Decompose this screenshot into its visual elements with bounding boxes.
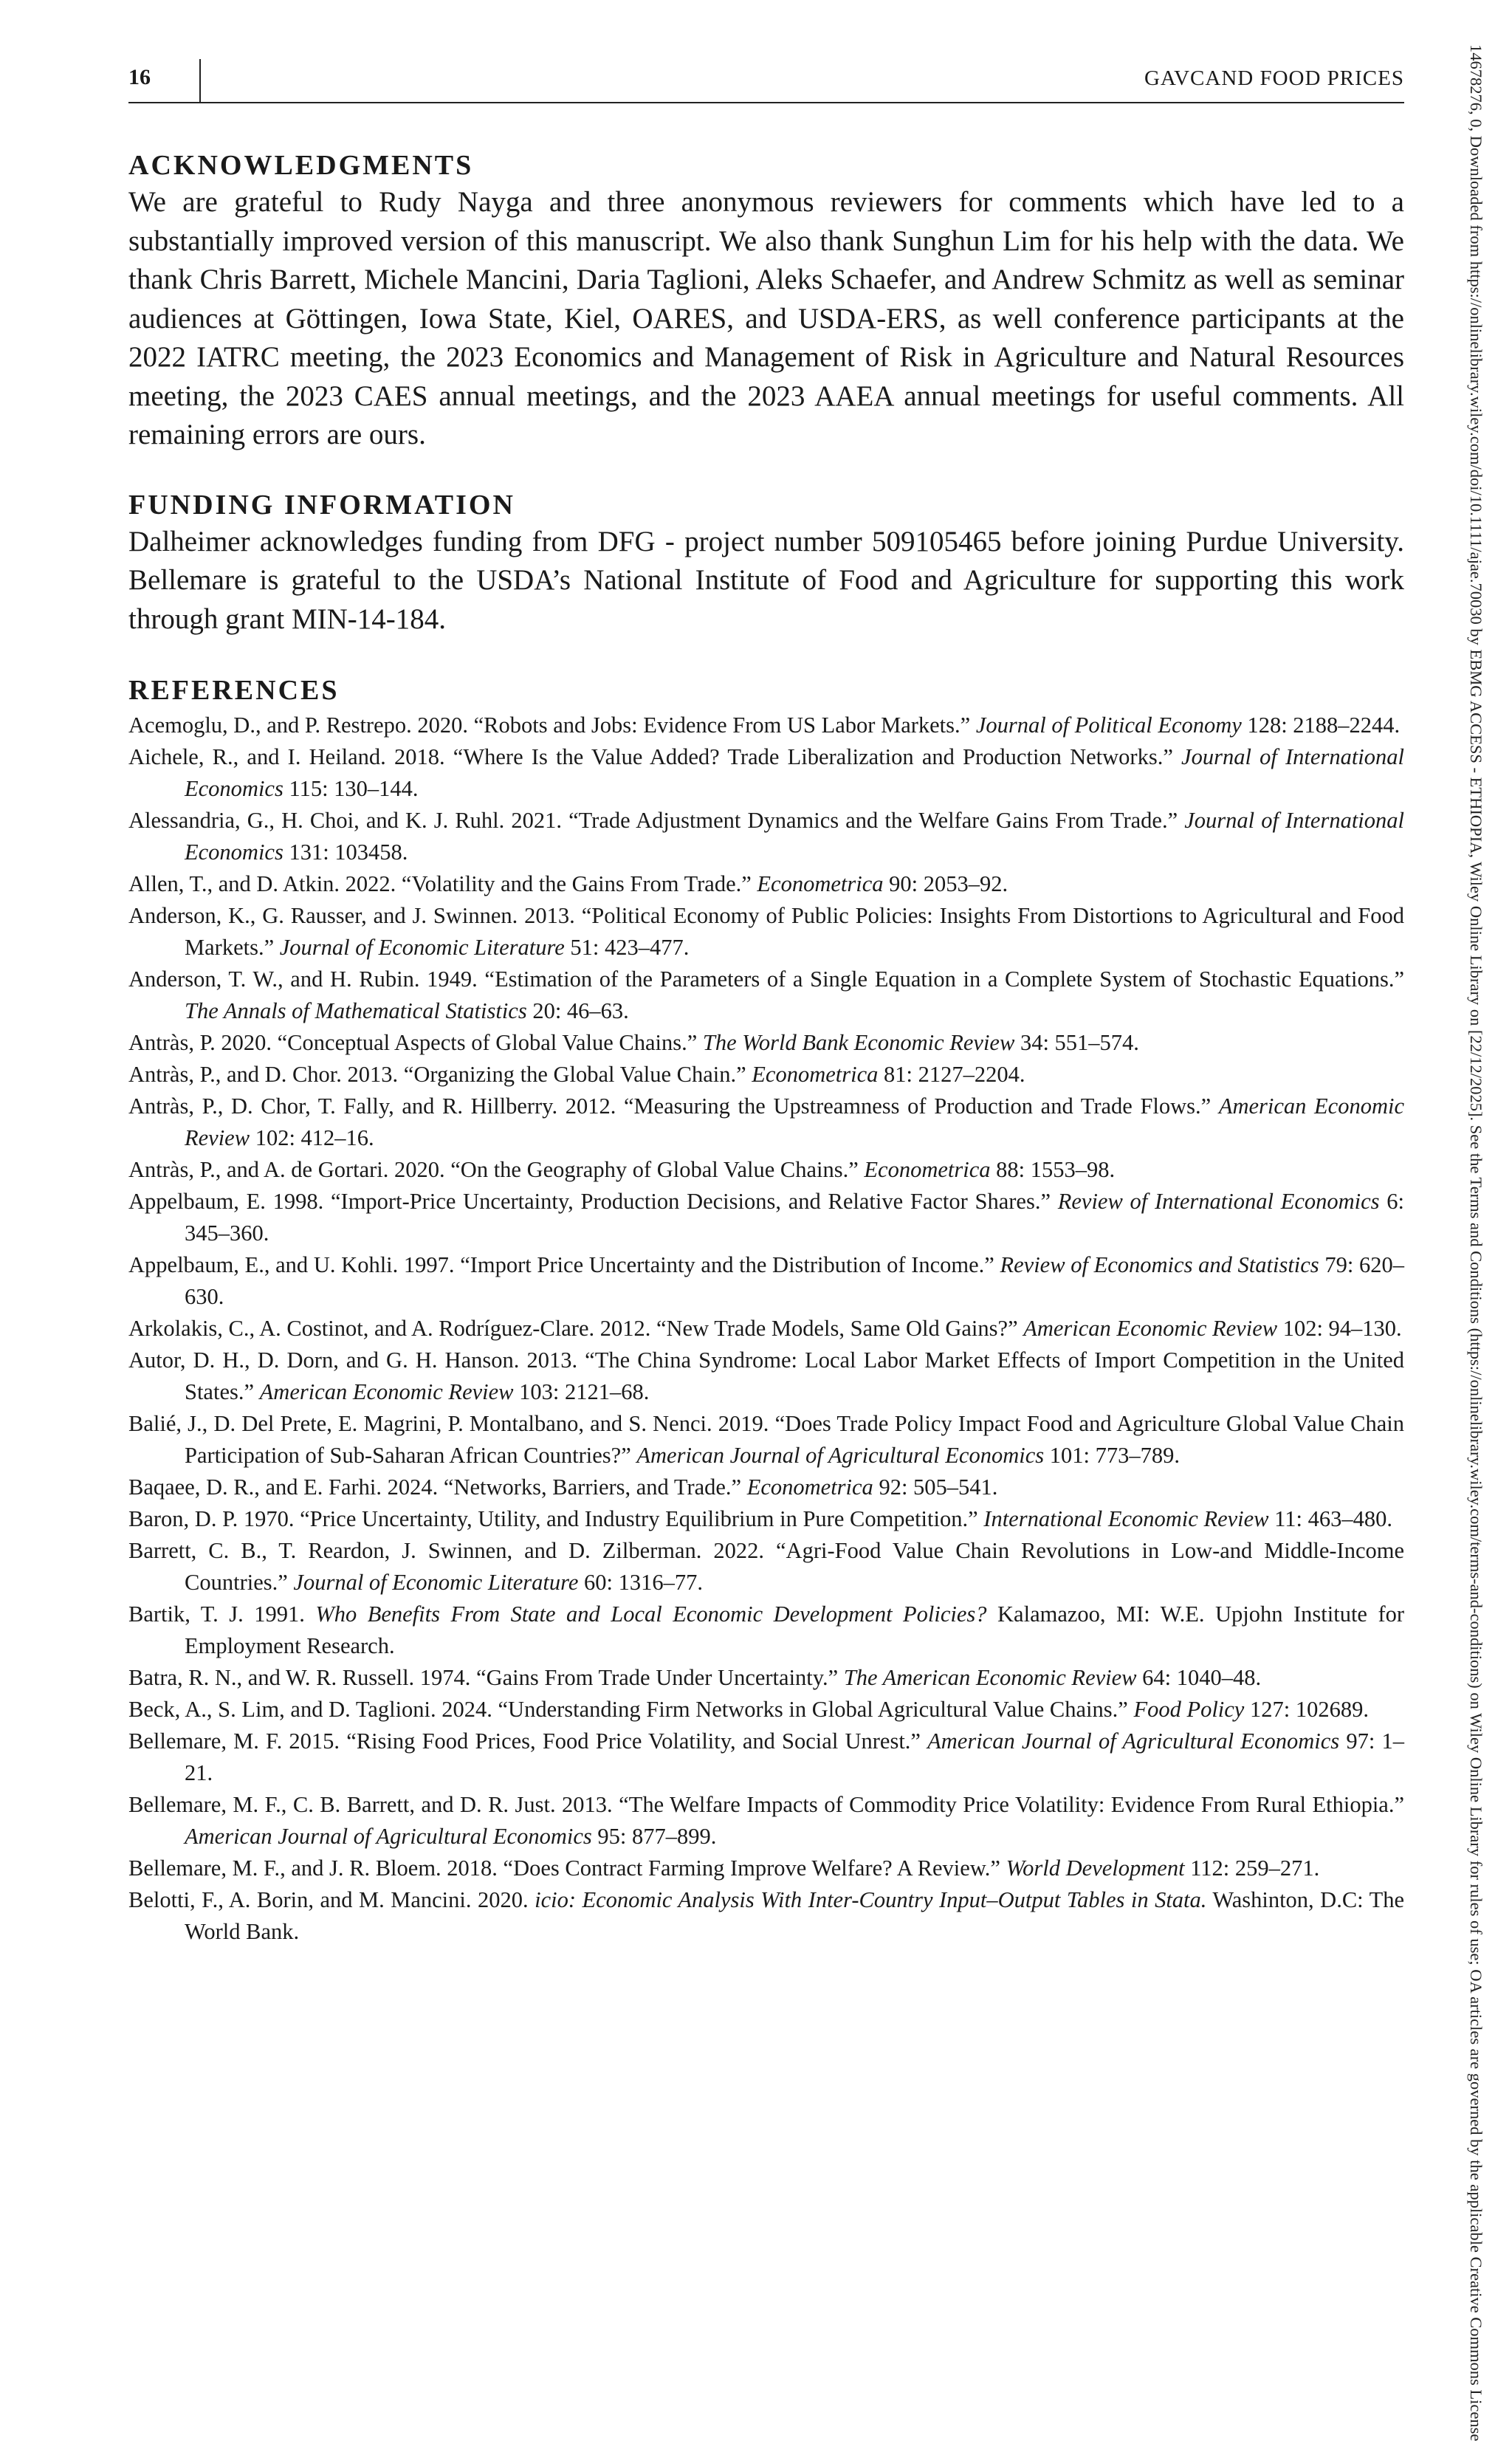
reference-source: Journal of International Economics (185, 744, 1404, 801)
reference-details: 115: 130–144. (283, 776, 419, 801)
reference-text: Allen, T., and D. Atkin. 2022. “Volatility and the Gains From Trade.” (128, 871, 757, 896)
reference-item (128, 900, 1404, 964)
reference-item (128, 1345, 1404, 1408)
reference-source: Econometrica (864, 1157, 991, 1182)
reference-item (128, 1186, 1404, 1249)
reference-item (128, 1535, 1404, 1599)
reference-text: Bellemare, M. F., C. B. Barrett, and D. R. Just. 2013. “The Welfare Impacts of Commodity Price Volatility: Evidence From Rural Ethiopia.” (128, 1792, 1404, 1817)
reference-details: 51: 423–477. (564, 935, 690, 960)
reference-text: Baqaee, D. R., and E. Farhi. 2024. “Networks, Barriers, and Trade.” (128, 1474, 747, 1500)
reference-source: Journal of International Economics (185, 808, 1404, 865)
funding-text: Dalheimer acknowledges funding from DFG - project number 509105465 before joining Purdue University. Bellemare is grateful to the USDA’s National Institute of Food and Agriculture for supporting this work through grant MIN-14-184. (128, 525, 1404, 635)
reference-source: American Economic Review (1023, 1316, 1278, 1341)
reference-details: 97: 1–21. (185, 1728, 1404, 1785)
page-header (128, 59, 1404, 103)
reference-item (128, 805, 1404, 868)
reference-details: 34: 551–574. (1014, 1030, 1139, 1055)
reference-text: Arkolakis, C., A. Costinot, and A. Rodríguez-Clare. 2012. “New Trade Models, Same Old Gains?” (128, 1316, 1024, 1341)
reference-text: Anderson, T. W., and H. Rubin. 1949. “Estimation of the Parameters of a Single Equation in a Complete System of Stochastic Equations.” (128, 967, 1404, 992)
reference-source: Who Benefits From State and Local Economic Development Policies? (315, 1601, 987, 1627)
reference-details: 64: 1040–48. (1136, 1665, 1262, 1690)
reference-item (128, 1789, 1404, 1853)
reference-details: 102: 412–16. (250, 1125, 374, 1150)
reference-item (128, 1472, 1404, 1503)
reference-source: Review of International Economics (1057, 1189, 1380, 1214)
reference-details: 90: 2053–92. (883, 871, 1008, 896)
reference-details: 92: 505–541. (873, 1474, 998, 1500)
reference-item (128, 710, 1404, 741)
reference-text: Antràs, P., and A. de Gortari. 2020. “On the Geography of Global Value Chains.” (128, 1157, 865, 1182)
running-head: GAVCAND FOOD PRICES (1144, 66, 1404, 90)
reference-source: The Annals of Mathematical Statistics (185, 998, 527, 1023)
reference-details: Kalamazoo, MI: W.E. Upjohn Institute for Employment Research. (185, 1601, 1405, 1658)
reference-text: Bellemare, M. F., and J. R. Bloem. 2018. “Does Contract Farming Improve Welfare? A Review.” (128, 1855, 1006, 1881)
reference-text: Appelbaum, E. 1998. “Import-Price Uncertainty, Production Decisions, and Relative Factor Shares.” (128, 1189, 1058, 1214)
reference-source: Econometrica (752, 1062, 879, 1087)
references-section (128, 673, 1404, 1948)
reference-item (128, 1503, 1404, 1535)
reference-source: Econometrica (757, 871, 884, 896)
funding-heading: FUNDING INFORMATION (128, 489, 515, 521)
header-divider (199, 59, 201, 102)
reference-item (128, 964, 1404, 1027)
reference-details: Washinton, D.C: The World Bank. (185, 1887, 1404, 1944)
reference-item (128, 1853, 1404, 1884)
reference-list (128, 710, 1404, 1948)
reference-details: 112: 259–271. (1184, 1855, 1320, 1881)
reference-source: International Economic Review (983, 1506, 1269, 1531)
reference-details: 128: 2188–2244. (1241, 713, 1401, 738)
reference-details: 101: 773–789. (1044, 1443, 1180, 1468)
reference-details: 131: 103458. (283, 840, 408, 865)
reference-text: Appelbaum, E., and U. Kohli. 1997. “Import Price Uncertainty and the Distribution of Income.” (128, 1252, 1000, 1277)
references-heading: REFERENCES (128, 675, 340, 706)
reference-text: Bartik, T. J. 1991. (128, 1601, 316, 1627)
reference-details: 95: 877–899. (591, 1824, 717, 1849)
reference-item (128, 868, 1404, 900)
reference-details: 127: 102689. (1244, 1697, 1369, 1722)
reference-source: Econometrica (746, 1474, 873, 1500)
reference-details: 79: 620–630. (185, 1252, 1404, 1309)
download-side-note: 14678276, 0, Downloaded from https://onlinelibrary.wiley.com/doi/10.1111/ajae.70030 by EBMG ACCESS - ETHIOPIA, Wiley Online Library on [22/12/2025]. See the Terms and Conditions (https://onlinelibrary.wiley.com/terms-and-conditions) on Wiley Online Library for rules of use; OA articles are governed by the applicable Creative Commons License (1467, 44, 1485, 2441)
reference-text: Autor, D. H., D. Dorn, and G. H. Hanson. 2013. “The China Syndrome: Local Labor Market Effects of Import Competition in the United States.” (128, 1347, 1404, 1404)
reference-details: 60: 1316–77. (578, 1570, 704, 1595)
reference-source: American Economic Review (185, 1094, 1405, 1150)
reference-text: Beck, A., S. Lim, and D. Taglioni. 2024. “Understanding Firm Networks in Global Agricultural Value Chains.” (128, 1697, 1134, 1722)
reference-item (128, 1599, 1404, 1662)
reference-text: Antràs, P. 2020. “Conceptual Aspects of Global Value Chains.” (128, 1030, 703, 1055)
reference-source: Review of Economics and Statistics (1000, 1252, 1319, 1277)
reference-details: 88: 1553–98. (990, 1157, 1116, 1182)
reference-source: American Economic Review (259, 1379, 514, 1404)
reference-details: 20: 46–63. (526, 998, 629, 1023)
reference-item (128, 1408, 1404, 1472)
reference-item (128, 1884, 1404, 1948)
reference-item (128, 741, 1404, 805)
reference-source: The American Economic Review (843, 1665, 1137, 1690)
reference-item (128, 1662, 1404, 1694)
reference-item (128, 1059, 1404, 1091)
acknowledgments-heading: ACKNOWLEDGMENTS (128, 150, 474, 181)
reference-text: Anderson, K., G. Rausser, and J. Swinnen. 2013. “Political Economy of Public Policies: Insights From Distortions to Agricultural and Food Markets.” (128, 903, 1404, 960)
reference-text: Balié, J., D. Del Prete, E. Magrini, P. Montalbano, and S. Nenci. 2019. “Does Trade Policy Impact Food and Agriculture Global Value Chain Participation of Sub-Saharan African Countries?” (128, 1411, 1404, 1468)
reference-item (128, 1313, 1404, 1345)
reference-item (128, 1154, 1404, 1186)
reference-text: Antràs, P., and D. Chor. 2013. “Organizing the Global Value Chain.” (128, 1062, 752, 1087)
reference-item (128, 1694, 1404, 1726)
reference-item (128, 1249, 1404, 1313)
reference-item (128, 1726, 1404, 1789)
acknowledgments-text: We are grateful to Rudy Nayga and three anonymous reviewers for comments which have led to a substantially improved version of this manuscript. We also thank Sunghun Lim for his help with the data. We thank Chris Barrett, Michele Mancini, Daria Taglioni, Aleks Schaefer, and Andrew Schmitz as well as seminar audiences at Göttingen, Iowa State, Kiel, OARES, and USDA-ERS, as well conference participants at the 2022 IATRC meeting, the 2023 Economics and Management of Risk in Agriculture and Natural Resources meeting, the 2023 CAES annual meetings, and the 2023 AAEA annual meetings for useful comments. All remaining errors are ours. (128, 186, 1404, 450)
reference-text: Barrett, C. B., T. Reardon, J. Swinnen, and D. Zilberman. 2022. “Agri-Food Value Chain Revolutions in Low-and Middle-Income Countries.” (128, 1538, 1404, 1595)
reference-details: 102: 94–130. (1277, 1316, 1402, 1341)
reference-text: Antràs, P., D. Chor, T. Fally, and R. Hillberry. 2012. “Measuring the Upstreamness of Production and Trade Flows.” (128, 1094, 1219, 1119)
reference-details: 6: 345–360. (185, 1189, 1404, 1246)
reference-details: 103: 2121–68. (513, 1379, 650, 1404)
reference-text: Belotti, F., A. Borin, and M. Mancini. 2020. (128, 1887, 535, 1912)
acknowledgments-section (128, 148, 1404, 455)
reference-text: Baron, D. P. 1970. “Price Uncertainty, Utility, and Industry Equilibrium in Pure Competition.” (128, 1506, 984, 1531)
reference-source: Journal of Political Economy (975, 713, 1242, 738)
reference-source: American Journal of Agricultural Economics (927, 1728, 1340, 1754)
reference-source: icio: Economic Analysis With Inter-Country Input–Output Tables in Stata. (535, 1887, 1207, 1912)
reference-source: World Development (1006, 1855, 1185, 1881)
reference-text: Acemoglu, D., and P. Restrepo. 2020. “Robots and Jobs: Evidence From US Labor Markets.” (128, 713, 976, 738)
reference-source: Journal of Economic Literature (279, 935, 565, 960)
reference-text: Aichele, R., and I. Heiland. 2018. “Where Is the Value Added? Trade Liberalization and Production Networks.” (128, 744, 1182, 769)
page-content (128, 148, 1404, 1948)
reference-text: Batra, R. N., and W. R. Russell. 1974. “Gains From Trade Under Uncertainty.” (128, 1665, 844, 1690)
reference-source: The World Bank Economic Review (702, 1030, 1015, 1055)
funding-section (128, 487, 1404, 639)
reference-details: 81: 2127–2204. (878, 1062, 1025, 1087)
reference-item (128, 1091, 1404, 1154)
reference-item (128, 1027, 1404, 1059)
reference-details: 11: 463–480. (1268, 1506, 1392, 1531)
reference-text: Alessandria, G., H. Choi, and K. J. Ruhl. 2021. “Trade Adjustment Dynamics and the Welfare Gains From Trade.” (128, 808, 1185, 833)
reference-source: American Journal of Agricultural Economics (185, 1824, 592, 1849)
reference-source: American Journal of Agricultural Economics (636, 1443, 1045, 1468)
page-number: 16 (128, 65, 151, 89)
reference-source: Journal of Economic Literature (293, 1570, 579, 1595)
reference-source: Food Policy (1133, 1697, 1245, 1722)
reference-text: Bellemare, M. F. 2015. “Rising Food Prices, Food Price Volatility, and Social Unrest.” (128, 1728, 928, 1754)
